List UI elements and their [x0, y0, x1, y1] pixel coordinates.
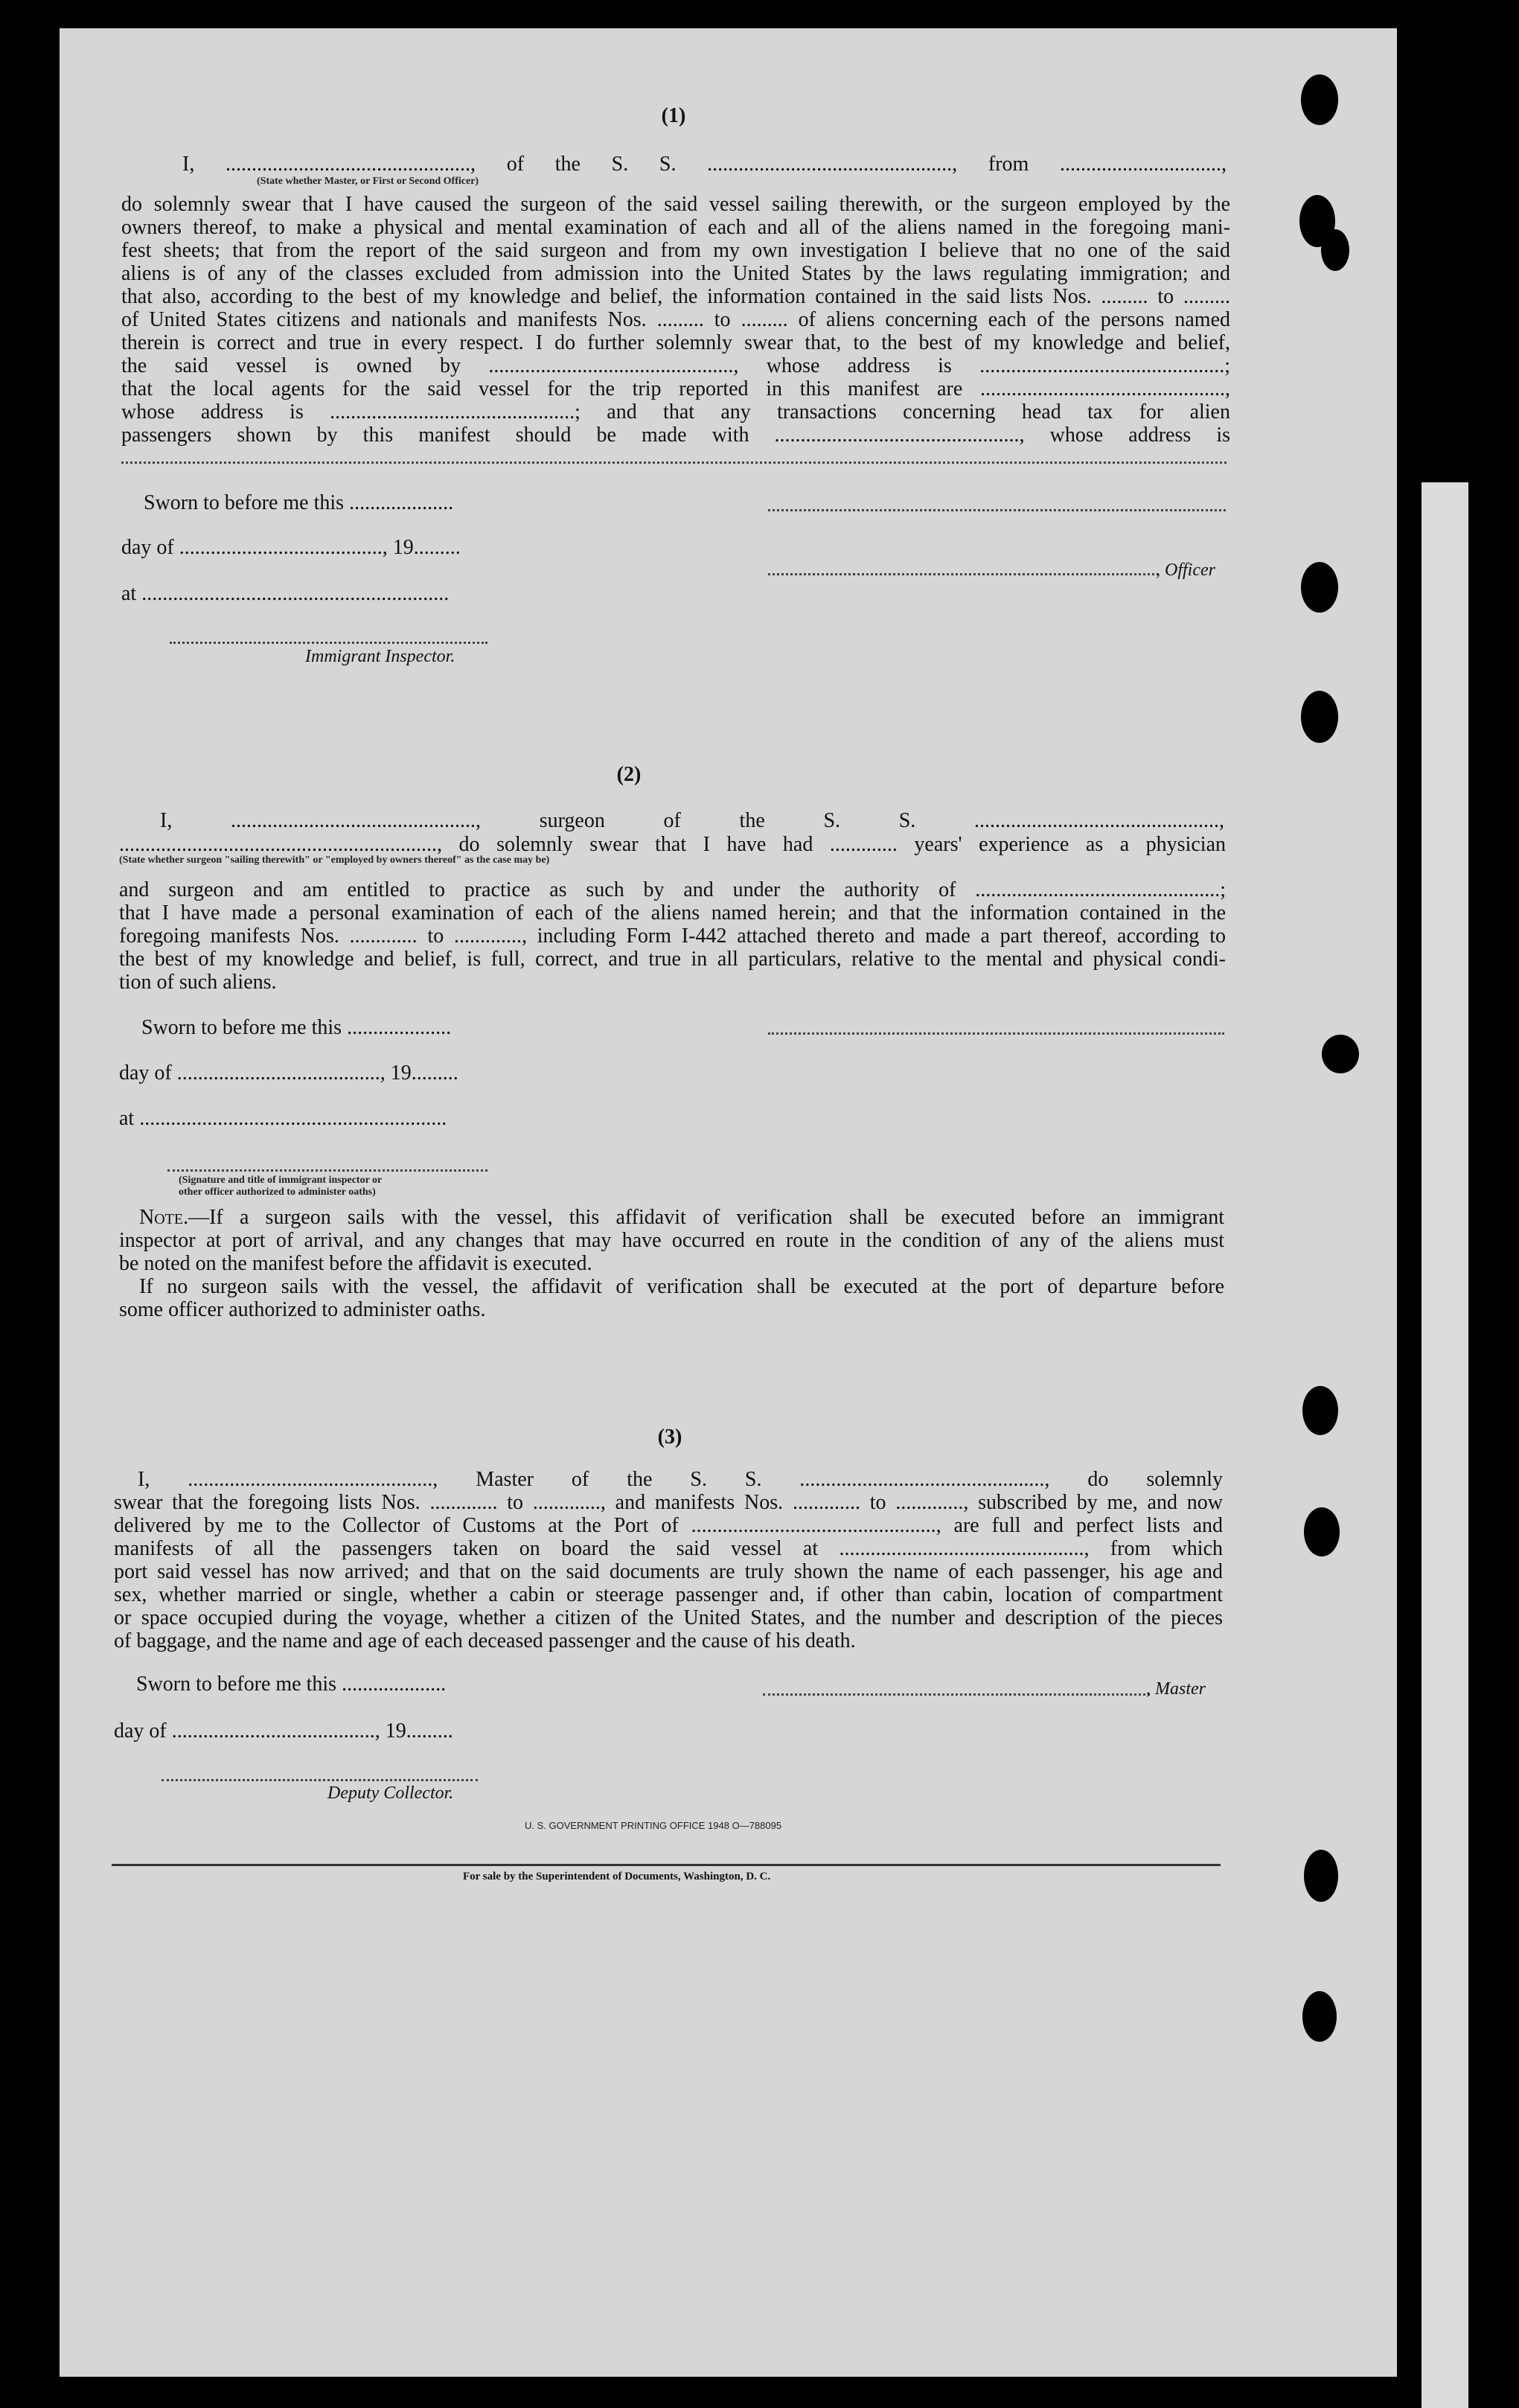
section-heading: (3) — [657, 1425, 682, 1449]
printing-office-imprint: U. S. GOVERNMENT PRINTING OFFICE 1948 O—788095 — [525, 1820, 782, 1831]
fill-in-line — [121, 462, 1227, 464]
signature-line — [768, 1032, 1224, 1035]
paragraph-line: delivered by me to the Collector of Customs at the Port of ..............................................., are full and perfect lists and — [114, 1514, 1223, 1537]
at-line: at ........................................................... — [121, 582, 450, 605]
punch-hole — [1301, 562, 1338, 613]
footer-rule — [112, 1864, 1221, 1866]
surgeon-declaration-line: I, ..............................................., surgeon of the S. S. ..............................................., — [160, 809, 1224, 832]
punch-hole — [1301, 74, 1338, 125]
officer-signature-line — [768, 573, 1159, 575]
master-label: , Master — [1146, 1679, 1206, 1699]
paragraph-line: that I have made a personal examination of each of the aliens named herein; and that the information contained in the — [119, 901, 1226, 924]
collector-label: Deputy Collector. — [327, 1783, 454, 1803]
paragraph-line: the best of my knowledge and belief, is full, correct, and true in all particulars, relative to the mental and physical condi- — [119, 948, 1226, 971]
paragraph-line: swear that the foregoing lists Nos. ............. to ............., and manifests Nos. ............. to ............., subscribed by me, and now — [114, 1491, 1223, 1514]
paragraph-line: of United States citizens and nationals and manifests Nos. ......... to ......... of aliens concerning each of the persons named — [121, 308, 1230, 331]
punch-hole — [1302, 1991, 1337, 2042]
paragraph-line: passengers shown by this manifest should be made with ..............................................., whose address is — [121, 424, 1230, 447]
section-heading: (1) — [661, 104, 686, 127]
paragraph-line: that also, according to the best of my knowledge and belief, the information contained in the said lists Nos. ......... to ......... — [121, 285, 1230, 308]
paragraph-line: manifests of all the passengers taken on board the said vessel at ..............................................., from which — [114, 1537, 1223, 1560]
paragraph-line: do solemnly swear that I have caused the surgeon of the said vessel sailing therewith, or the surgeon employed by the — [121, 193, 1230, 216]
paragraph-line: and surgeon and am entitled to practice as such by and under the authority of ...............................................; — [119, 878, 1226, 901]
binding-strip — [1422, 482, 1468, 2408]
day-of-line: day of ......................................., 19......... — [121, 536, 461, 559]
paragraph-line: aliens is of any of the classes excluded from admission into the United States by the laws regulating immigration; and — [121, 262, 1230, 285]
paragraph-line: that the local agents for the said vessel for the trip reported in this manifest are ..............................................., — [121, 377, 1230, 400]
paragraph-line: the said vessel is owned by ..............................................., whose address is ...............................................; — [121, 354, 1230, 377]
signature-note: other officer authorized to administer oaths) — [179, 1187, 376, 1198]
punch-hole — [1301, 691, 1338, 743]
punch-hole — [1302, 1386, 1338, 1435]
master-signature-line — [763, 1693, 1150, 1696]
paragraph-line: therein is correct and true in every respect. I do further solemnly swear that, to the best of my knowledge and belief, — [121, 331, 1230, 354]
paragraph-line: whose address is ...............................................; and that any transactions concerning head tax for alien — [121, 400, 1230, 424]
note-label: Note. — [139, 1206, 189, 1229]
paragraph-line: I, ..............................................., Master of the S. S. ..............................................., do solemnly — [138, 1468, 1223, 1491]
paragraph-line: foregoing manifests Nos. ............. to ............., including Form I-442 attached thereto and made a part thereof, according to — [119, 924, 1226, 948]
paragraph-line: or space occupied during the voyage, whether a citizen of the United States, and the number and description of the pieces — [114, 1606, 1223, 1629]
sworn-line: Sworn to before me this .................... — [141, 1016, 452, 1039]
note-line — [139, 1206, 1224, 1229]
officer-label: , Officer — [1156, 561, 1215, 580]
field-note: (State whether surgeon "sailing therewith" or "employed by owners thereof" as the case may be) — [119, 855, 550, 866]
collector-signature-line — [162, 1779, 478, 1781]
punch-hole — [1321, 229, 1349, 271]
signature-line — [768, 509, 1226, 511]
field-note: (State whether Master, or First or Second Officer) — [257, 176, 479, 187]
inspector-label: Immigrant Inspector. — [305, 647, 455, 666]
signature-note: (Signature and title of immigrant inspector or — [179, 1175, 383, 1186]
paragraph-line: port said vessel has now arrived; and that on the said documents are truly shown the name of each passenger, his age and — [114, 1560, 1223, 1583]
day-of-line: day of ......................................., 19......... — [119, 1061, 458, 1085]
note-line: some officer authorized to administer oaths. — [119, 1298, 486, 1321]
paragraph-line: owners thereof, to make a physical and mental examination of each and all of the aliens named in the foregoing mani- — [121, 216, 1230, 239]
punch-hole — [1322, 1035, 1359, 1073]
punch-hole — [1304, 1850, 1338, 1902]
day-of-line: day of ......................................., 19......... — [114, 1719, 453, 1743]
for-sale-notice: For sale by the Superintendent of Documents, Washington, D. C. — [463, 1871, 771, 1882]
master-declaration-line: I, ..............................................., of the S. S. ..............................................., from ..............................., — [182, 153, 1227, 176]
note-line: If no surgeon sails with the vessel, the affidavit of verification shall be executed at the port of departure before — [139, 1275, 1224, 1298]
administrator-signature-line — [167, 1169, 487, 1172]
note-line: inspector at port of arrival, and any changes that may have occurred en route in the condition of any of the aliens must — [119, 1229, 1224, 1252]
note-text: —If a surgeon sails with the vessel, this affidavit of verification shall be executed before an immigrant — [188, 1206, 1224, 1229]
paragraph-line: of baggage, and the name and age of each deceased passenger and the cause of his death. — [114, 1629, 856, 1652]
paragraph-line: fest sheets; that from the report of the said surgeon and from my own investigation I believe that no one of the said — [121, 239, 1230, 262]
punch-hole — [1304, 1507, 1340, 1556]
inspector-signature-line — [170, 642, 487, 644]
at-line: at ........................................................... — [119, 1107, 447, 1130]
note-line: be noted on the manifest before the affidavit is executed. — [119, 1252, 592, 1275]
section-heading: (2) — [616, 763, 642, 786]
paragraph-line: tion of such aliens. — [119, 971, 277, 994]
sworn-line: Sworn to before me this .................... — [144, 491, 454, 514]
paragraph-line: sex, whether married or single, whether a cabin or steerage passenger and, if other than cabin, location of compartment — [114, 1583, 1223, 1606]
surgeon-experience-line: ............................................................., do solemnly swear that I have had ............. years' experience as a physician — [119, 833, 1226, 856]
sworn-line: Sworn to before me this .................... — [136, 1673, 447, 1696]
